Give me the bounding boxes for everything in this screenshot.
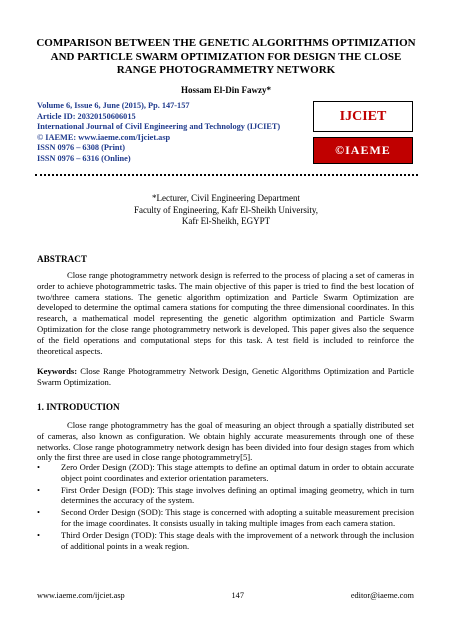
footer-website-link[interactable]: www.iaeme.com/ijciet.asp (37, 591, 125, 600)
bullet-icon: • (37, 507, 41, 518)
affiliation-line-2: Faculty of Engineering, Kafr El-Sheikh University, (133, 204, 319, 215)
list-item: • Second Order Design (SOD): This stage is concerned with adopting a suitable measurement precision for the image coordinates. It consists usually in taking multiple images from each camera station. (37, 507, 414, 528)
abstract-text: Close range photogrammetry network design is referred to the process of placing a set of cameras in order to achieve photogrammetric tasks. The main objective of this paper is tried to find the best location of two/three camera stations. The genetic algorithm optimization and Particle Swarm Optimization are developed to determine the optimal camera stations for computing the three dimensional coordinates. In this research, a mathematical model representing the genetic algorithm optimization and Particle Swarm Optimization for the close range photogrammetry network is developed. This paper gives also the sequence of the field operations and computational steps for this task. A test field is included to reinforce the theoretical aspects. (37, 270, 414, 356)
page-footer (37, 591, 414, 600)
page-number: 147 (231, 591, 244, 600)
list-item: • First Order Design (FOD): This stage involves defining an optimal imaging geometry, which in turn determines the accuracy of the system. (37, 484, 414, 506)
separator-line (35, 174, 418, 176)
introduction-heading: 1. INTRODUCTION (37, 402, 120, 412)
meta-issn-print: ISSN 0976 – 6308 (Print) (37, 143, 126, 153)
meta-iaeme-link[interactable]: © IAEME: www.iaeme.com/Ijciet.asp (37, 132, 171, 142)
affiliation-line-1: *Lecturer, Civil Engineering Department (151, 193, 301, 203)
bullet-icon: • (37, 484, 41, 495)
abstract-heading: ABSTRACT (37, 254, 88, 264)
introduction-text: Close range photogrammetry has the goal of measuring an object through a spatially distributed set of cameras, also known as configuration. We obtain highly accurate measurements through one of these networks. Close range photogrammetry network design has been divided into four design stages from which only the first three are used in close range photogrammetry[5]. (37, 420, 414, 463)
keywords-text: Close Range Photogrammetry Network Design, Genetic Algorithms Optimization and Particle Swarm Optimization. (37, 366, 414, 387)
iaeme-logo: ©IAEME (313, 137, 413, 164)
meta-journal: International Journal of Civil Engineering and Technology (IJCIET) (37, 122, 281, 132)
paper-title: COMPARISON BETWEEN THE GENETIC ALGORITHMS OPTIMIZATION AND PARTICLE SWARM OPTIMIZATION FOR DESIGN THE CLOSE RANGE PHOTOGRAMMETRY NETWORK (36, 37, 416, 76)
ijciet-logo: IJCIET (313, 101, 413, 132)
keywords (37, 366, 414, 388)
bullet-icon: • (37, 462, 41, 472)
footer-email-link[interactable]: editor@iaeme.com (350, 591, 414, 600)
journal-meta (37, 101, 317, 165)
list-item: • Third Order Design (TOD): This stage deals with the improvement of a network through the inclusion of additional points in a weak region. (37, 529, 414, 551)
bullet-icon: • (37, 529, 41, 540)
meta-volume: Volume 6, Issue 6, June (2015), Pp. 147-157 (37, 101, 190, 110)
list-item: • Zero Order Design (ZOD): This stage attempts to define an optimal datum in order to obtain accurate object point coordinates and exterior orientation parameters. (37, 462, 414, 483)
meta-issn-online: ISSN 0976 – 6316 (Online) (37, 153, 131, 163)
author-affiliation (0, 193, 452, 228)
keywords-label: Keywords: (37, 366, 78, 376)
design-stage-list (37, 462, 414, 552)
author-name: Hossam El-Din Fawzy* (181, 85, 271, 95)
affiliation-line-3: Kafr El-Sheikh, EGYPT (181, 216, 271, 226)
meta-article-id: Article ID: 20320150606015 (37, 111, 136, 121)
